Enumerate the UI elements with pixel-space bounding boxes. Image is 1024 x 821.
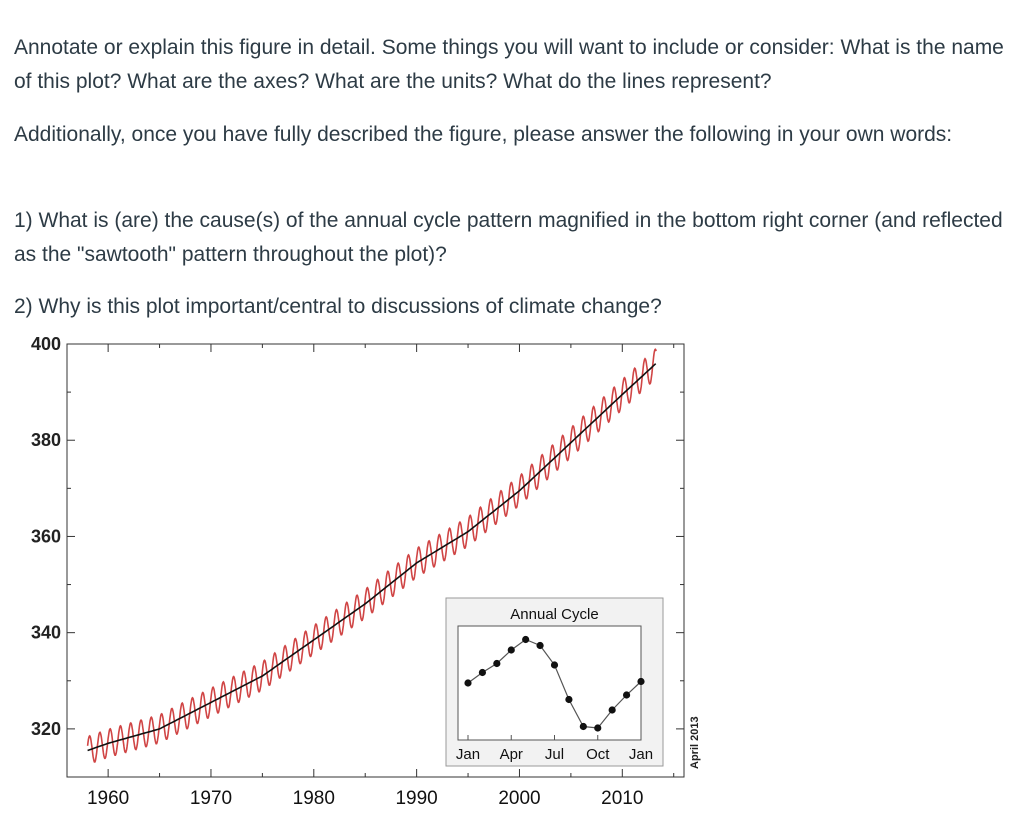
inset-point xyxy=(580,723,587,730)
x-tick-label: 1980 xyxy=(292,788,335,809)
inset-point xyxy=(479,669,486,676)
question-2: 2) Why is this plot important/central to discussions of climate change? xyxy=(14,295,662,318)
x-tick-label: 1970 xyxy=(189,788,233,809)
question-1: 1) What is (are) the cause(s) of the annual cycle pattern magnified in the bottom right corner (and reflected as the "sawtooth" pattern throughout the plot)? xyxy=(14,209,1003,266)
x-tick-label: 1960 xyxy=(86,788,130,809)
question-additionally: Additionally, once you have fully described the figure, please answer the following in your own words: xyxy=(14,123,953,146)
inset-tick-label: Oct xyxy=(586,746,610,763)
inset-tick-label: Jan xyxy=(455,746,481,763)
question-intro: Annotate or explain this figure in detail. Some things you will want to include or consider: What is the name of this plot? What are the axes? What are the units? What do the lines represent? xyxy=(14,36,1004,93)
x-tick-label: 1990 xyxy=(395,788,438,809)
y-tick-label: 380 xyxy=(30,430,61,451)
inset-point xyxy=(508,646,515,653)
x-tick-label: 2000 xyxy=(498,788,541,809)
x-tick-label: 2010 xyxy=(601,788,644,809)
inset-point xyxy=(637,678,644,685)
inset-point xyxy=(623,691,630,698)
keeling-curve-chart xyxy=(0,330,1024,821)
y-tick-label: 340 xyxy=(30,622,61,643)
inset-point xyxy=(464,679,471,686)
inset-point xyxy=(609,706,616,713)
inset-tick-label: Jul xyxy=(544,746,565,763)
y-tick-label: 360 xyxy=(30,526,61,547)
inset-plot-frame xyxy=(458,626,641,740)
inset-point xyxy=(594,724,601,731)
date-label: April 2013 xyxy=(689,716,701,769)
y-tick-label: 400 xyxy=(30,334,61,354)
annual-cycle-inset xyxy=(446,598,663,766)
inset-title: Annual Cycle xyxy=(510,606,599,623)
inset-point xyxy=(522,636,529,643)
inset-tick-label: Jan xyxy=(628,746,654,763)
inset-tick-label: Apr xyxy=(499,746,523,763)
inset-point xyxy=(551,661,558,668)
y-tick-label: 320 xyxy=(30,718,61,739)
inset-point xyxy=(493,660,500,667)
inset-point xyxy=(565,696,572,703)
inset-point xyxy=(536,642,543,649)
